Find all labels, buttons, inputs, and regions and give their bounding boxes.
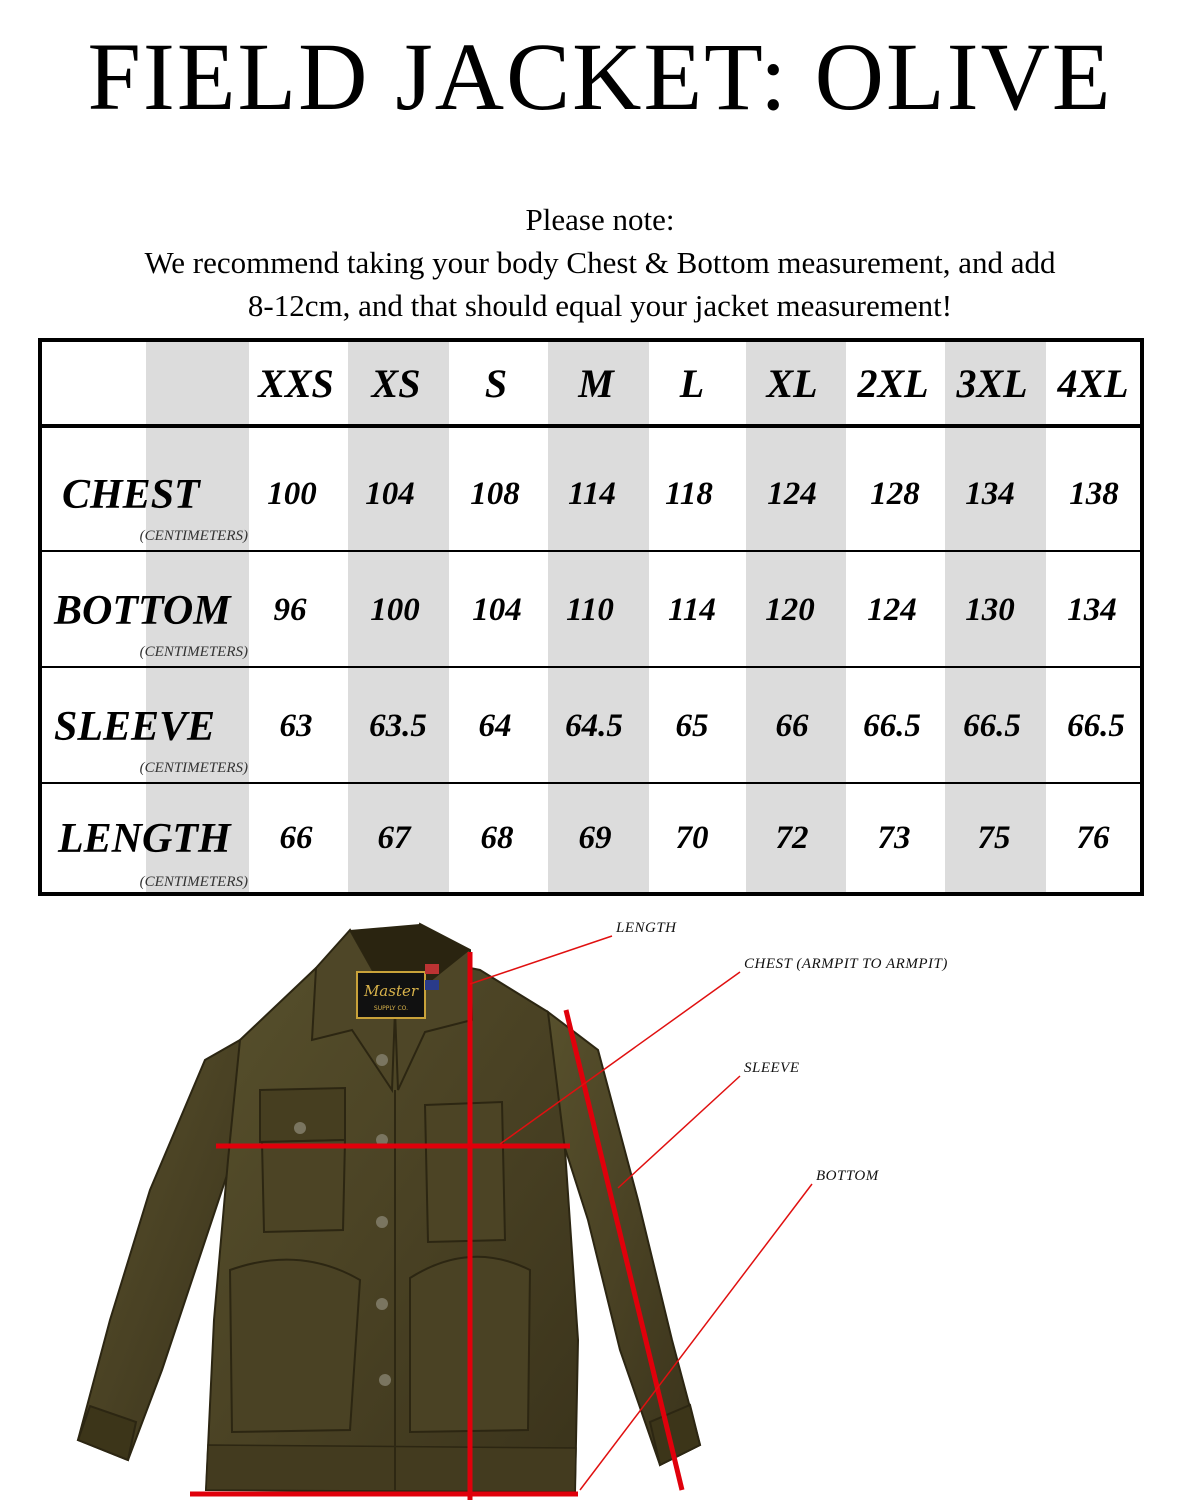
bottom-value-l: 114	[668, 592, 716, 628]
size-header-xxs: XXS	[258, 361, 334, 406]
sleeve-value-s: 64	[478, 708, 512, 744]
note-line-2: 8-12cm, and that should equal your jacket measurement!	[247, 288, 953, 323]
bottom-value-3xl: 130	[965, 592, 1015, 628]
left-lower-pocket	[230, 1260, 360, 1432]
sleeve-value-4xl: 66.5	[1067, 708, 1125, 744]
size-chart-table	[38, 338, 1144, 896]
sleeve-measure-line	[566, 1010, 682, 1490]
page-title: FIELD JACKET: OLIVE	[87, 23, 1113, 130]
callout-chest: CHEST (ARMPIT TO ARMPIT)	[744, 956, 948, 972]
sleeve-value-m: 64.5	[565, 708, 623, 744]
sleeve-value-xl: 66	[775, 708, 809, 744]
length-value-m: 69	[578, 820, 612, 856]
chest-value-xxs: 100	[267, 476, 317, 512]
chest-value-xl: 124	[767, 476, 817, 512]
length-value-2xl: 73	[877, 820, 911, 856]
bottom-value-xl: 120	[765, 592, 815, 628]
hem-band	[206, 1445, 576, 1492]
callout-sleeve: SLEEVE	[744, 1060, 800, 1076]
bottom-value-xxs: 96	[273, 592, 307, 628]
bottom-value-4xl: 134	[1067, 592, 1117, 628]
sleeve-value-xxs: 63	[279, 708, 313, 744]
chest-value-xs: 104	[365, 476, 415, 512]
size-header-xs: XS	[371, 361, 421, 406]
callout-length: LENGTH	[616, 920, 677, 936]
row-divider	[42, 782, 1140, 784]
chest-value-3xl: 134	[965, 476, 1015, 512]
length-value-xl: 72	[775, 820, 809, 856]
length-value-3xl: 75	[977, 820, 1011, 856]
chest-value-l: 118	[665, 476, 713, 512]
brand-patch-logo: Master	[363, 982, 419, 1000]
right-chest-pocket	[425, 1102, 505, 1242]
size-header-3xl: 3XL	[956, 361, 1028, 406]
row-unit-chest: (CENTIMETERS)	[139, 528, 248, 544]
bottom-value-s: 104	[472, 592, 522, 628]
length-value-l: 70	[675, 820, 709, 856]
note-heading: Please note:	[525, 202, 675, 237]
size-header-xl: XL	[766, 361, 818, 406]
length-value-xxs: 66	[279, 820, 313, 856]
row-label-sleeve: SLEEVE	[54, 704, 216, 750]
row-unit-length: (CENTIMETERS)	[139, 874, 248, 890]
sleeve-value-2xl: 66.5	[863, 708, 921, 744]
size-header-m: M	[578, 361, 614, 406]
length-value-s: 68	[480, 820, 514, 856]
sleeve-value-xs: 63.5	[369, 708, 427, 744]
jacket-illustration	[0, 900, 1200, 1500]
length-value-4xl: 76	[1076, 820, 1110, 856]
row-label-length: LENGTH	[58, 816, 231, 862]
chest-value-s: 108	[470, 476, 520, 512]
row-label-chest: CHEST	[62, 472, 200, 518]
length-value-xs: 67	[377, 820, 411, 856]
sleeve-value-3xl: 66.5	[963, 708, 1021, 744]
chest-value-4xl: 138	[1069, 476, 1119, 512]
row-divider	[42, 550, 1140, 552]
bottom-value-2xl: 124	[867, 592, 917, 628]
chest-value-m: 114	[568, 476, 616, 512]
brand-patch-subtext: SUPPLY CO.	[373, 1005, 409, 1012]
size-header-2xl: 2XL	[857, 361, 929, 406]
sleeve-value-l: 65	[675, 708, 709, 744]
left-chest-pocket	[262, 1140, 345, 1232]
size-header-4xl: 4XL	[1057, 361, 1129, 406]
bottom-value-m: 110	[566, 592, 614, 628]
row-divider	[42, 666, 1140, 668]
row-unit-sleeve: (CENTIMETERS)	[139, 760, 248, 776]
size-header-l: L	[679, 361, 705, 406]
callout-bottom: BOTTOM	[816, 1168, 879, 1184]
chest-value-2xl: 128	[870, 476, 920, 512]
fit-note	[0, 198, 1200, 327]
size-header-s: S	[484, 361, 508, 406]
left-chest-pocket-flap	[260, 1088, 345, 1142]
bottom-value-xs: 100	[370, 592, 420, 628]
row-unit-bottom: (CENTIMETERS)	[139, 644, 248, 660]
note-line-1: We recommend taking your body Chest & Bottom measurement, and add	[144, 245, 1056, 280]
header-divider	[42, 424, 1140, 428]
measurement-diagram	[0, 900, 1200, 1500]
row-label-bottom: BOTTOM	[54, 588, 231, 634]
